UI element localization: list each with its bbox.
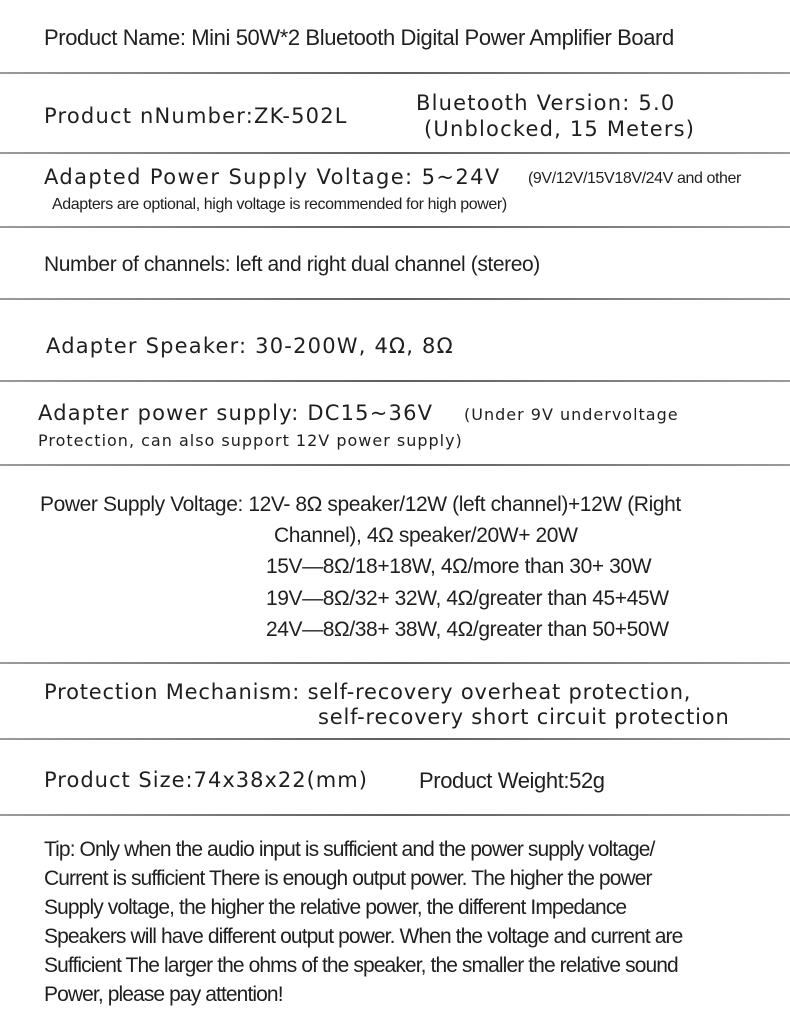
divider bbox=[0, 464, 790, 466]
product-name: Product Name: Mini 50W*2 Bluetooth Digital Power Amplifier Board bbox=[44, 25, 674, 50]
tip-line5: Sufficient The larger the ohms of the speaker, the smaller the relative sound bbox=[44, 954, 678, 977]
product-size: Product Size:74x38x22(mm) bbox=[44, 768, 368, 792]
divider bbox=[0, 662, 790, 664]
channels: Number of channels: left and right dual channel (stereo) bbox=[44, 253, 540, 276]
power-supply-voltage-line1: Power Supply Voltage: 12V- 8Ω speaker/12W (left channel)+12W (Right bbox=[40, 493, 681, 516]
divider bbox=[0, 814, 790, 816]
divider bbox=[0, 298, 790, 300]
product-weight: Product Weight:52g bbox=[419, 768, 605, 793]
tip-line4: Speakers will have different output power. When the voltage and current are bbox=[44, 925, 683, 948]
divider bbox=[0, 226, 790, 228]
adapter-power-note-cont: Protection, can also support 12V power supply) bbox=[38, 431, 463, 450]
adapter-speaker: Adapter Speaker: 30-200W, 4Ω, 8Ω bbox=[46, 334, 454, 358]
protection-mechanism-cont: self-recovery short circuit protection bbox=[318, 705, 730, 729]
divider bbox=[0, 72, 790, 74]
adapter-power-supply: Adapter power supply: DC15~36V bbox=[38, 401, 434, 425]
bluetooth-version: Bluetooth Version: 5.0 bbox=[416, 91, 676, 115]
tip-line6: Power, please pay attention! bbox=[44, 983, 283, 1006]
tip-line3: Supply voltage, the higher the relative power, the different Impedance bbox=[44, 896, 627, 919]
tip-line1: Tip: Only when the audio input is sufficient and the power supply voltage/ bbox=[44, 838, 655, 861]
divider bbox=[0, 738, 790, 740]
protection-mechanism: Protection Mechanism: self-recovery overheat protection, bbox=[44, 680, 692, 704]
adapted-voltage-note: (9V/12V/15V18V/24V and other bbox=[528, 170, 741, 187]
tip-line2: Current is sufficient There is enough output power. The higher the power bbox=[44, 867, 652, 890]
power-supply-voltage-19v: 19V—8Ω/32+ 32W, 4Ω/greater than 45+45W bbox=[266, 587, 669, 610]
bluetooth-range: (Unblocked, 15 Meters) bbox=[424, 117, 696, 141]
divider bbox=[0, 380, 790, 382]
power-supply-voltage-15v: 15V—8Ω/18+18W, 4Ω/more than 30+ 30W bbox=[266, 555, 652, 578]
divider bbox=[0, 152, 790, 154]
power-supply-voltage-line2: Channel), 4Ω speaker/20W+ 20W bbox=[274, 524, 578, 547]
product-number: Product nNumber:ZK-502L bbox=[44, 104, 348, 128]
power-supply-voltage-24v: 24V—8Ω/38+ 38W, 4Ω/greater than 50+50W bbox=[266, 618, 669, 641]
adapted-voltage-note-cont: Adapters are optional, high voltage is recommended for high power) bbox=[52, 196, 507, 213]
adapter-power-note: (Under 9V undervoltage bbox=[464, 405, 679, 424]
adapted-voltage: Adapted Power Supply Voltage: 5~24V bbox=[44, 165, 501, 189]
